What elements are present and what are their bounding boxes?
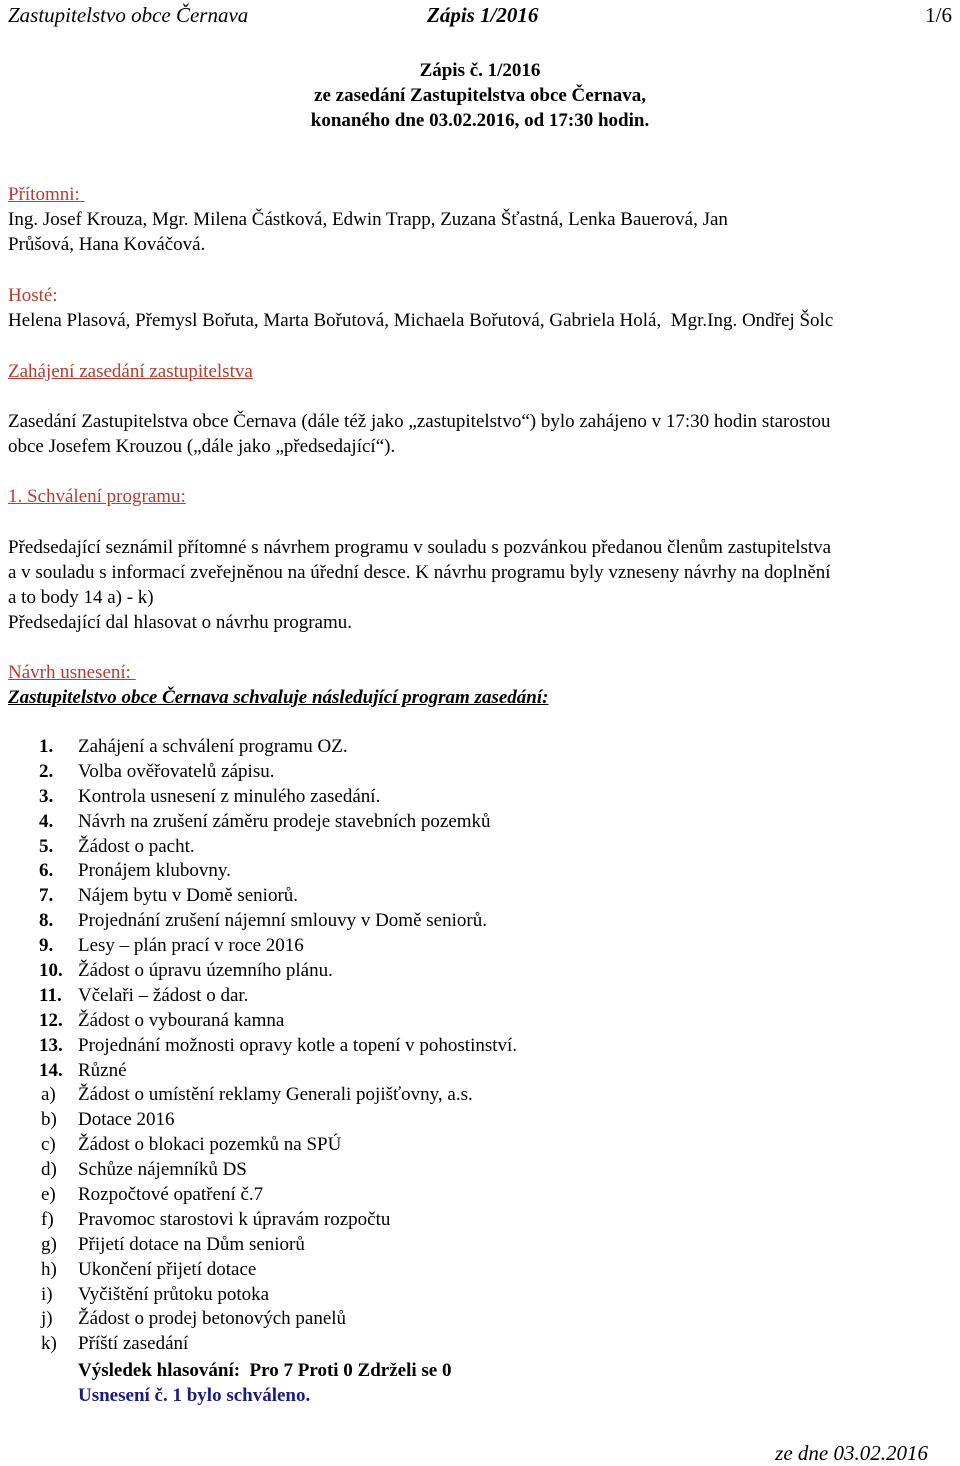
sub-item: e) Rozpočtové opatření č.7 bbox=[41, 1184, 264, 1206]
present-line-1: Ing. Josef Krouza, Mgr. Milena Částková, Edwin Trapp, Zuzana Šťastná, Lenka Bauerová, Jan bbox=[8, 209, 728, 230]
title-line-2: ze zasedání Zastupitelstva obce Černava, bbox=[314, 85, 646, 106]
sub-item: b) Dotace 2016 bbox=[41, 1109, 175, 1131]
list-item: 13. Projednání možnosti opravy kotle a topení v pohostinství. bbox=[39, 1034, 518, 1056]
resolution-status: Usnesení č. 1 bylo schváleno. bbox=[78, 1385, 311, 1406]
guests-text: Helena Plasová, Přemysl Bořuta, Marta Bořutová, Michaela Bořutová, Gabriela Holá, Mgr.Ing. Ondřej Šolc bbox=[8, 310, 834, 331]
opening-line-1: Zasedání Zastupitelstva obce Černava (dále též jako „zastupitelstvo“) bylo zahájeno v 17:30 hodin starostou bbox=[8, 411, 831, 432]
header-doc-title: Zápis 1/2016 bbox=[427, 3, 539, 27]
guests-section bbox=[8, 283, 958, 333]
sub-item: i) Vyčištění průtoku potoka bbox=[41, 1283, 270, 1305]
sub-item: a) Žádost o umístění reklamy Generali pojišťovny, a.s. bbox=[41, 1084, 473, 1106]
document-title bbox=[0, 58, 960, 133]
program-list bbox=[8, 734, 948, 1356]
list-item: 11. Včelaři – žádost o dar. bbox=[39, 984, 249, 1006]
list-item: 5. Žádost o pacht. bbox=[39, 835, 195, 857]
title-line-1: Zápis č. 1/2016 bbox=[419, 60, 541, 81]
list-item: 3. Kontrola usnesení z minulého zasedání. bbox=[39, 785, 381, 807]
list-item: 9. Lesy – plán prací v roce 2016 bbox=[39, 935, 304, 957]
list-item: 10. Žádost o úpravu územního plánu. bbox=[39, 960, 333, 982]
proposal-subheading: Zastupitelstvo obce Černava schvaluje následující program zasedání: bbox=[8, 687, 549, 708]
list-item: 7. Nájem bytu v Domě seniorů. bbox=[39, 885, 299, 907]
list-item: 2. Volba ověřovatelů zápisu. bbox=[39, 760, 275, 782]
sub-item: c) Žádost o blokaci pozemků na SPÚ bbox=[41, 1134, 342, 1156]
list-item: 14. Různé bbox=[39, 1059, 127, 1081]
footer-date: ze dne 03.02.2016 bbox=[775, 1441, 928, 1465]
list-item: 4. Návrh na zrušení záměru prodeje stavebních pozemků bbox=[39, 810, 491, 832]
sub-item: k) Příští zasedání bbox=[41, 1333, 189, 1355]
list-item: 6. Pronájem klubovny. bbox=[39, 860, 231, 882]
sub-item: h) Ukončení přijetí dotace bbox=[41, 1258, 257, 1280]
sub-item: f) Pravomoc starostovi k úpravám rozpočtu bbox=[41, 1208, 391, 1230]
list-item: 8. Projednání zrušení nájemní smlouvy v Domě seniorů. bbox=[39, 910, 487, 932]
list-item: 1. Zahájení a schválení programu OZ. bbox=[39, 736, 348, 757]
section1-line-1: Předsedající seznámil přítomné s návrhem programu v souladu s pozvánkou předanou členům zastupitelstva bbox=[8, 537, 832, 558]
section1-line-3: a to body 14 a) - k) bbox=[8, 587, 154, 608]
present-section bbox=[8, 182, 958, 257]
title-line-3: konaného dne 03.02.2016, od 17:30 hodin. bbox=[310, 110, 650, 131]
vote-result: Výsledek hlasování: Pro 7 Proti 0 Zdrželi se 0 bbox=[78, 1360, 452, 1381]
section1-line-4: Předsedající dal hlasovat o návrhu programu. bbox=[8, 612, 353, 633]
present-heading: Přítomni: bbox=[8, 184, 85, 205]
sub-item: d) Schůze nájemníků DS bbox=[41, 1159, 247, 1181]
section1-heading-wrap bbox=[8, 484, 958, 509]
page-header bbox=[8, 3, 952, 29]
guests-heading: Hosté: bbox=[8, 285, 58, 306]
section1-line-2: a v souladu s informací zveřejněnou na úřední desce. K návrhu programu byly vzneseny návrhy na doplnění bbox=[8, 562, 831, 583]
opening-heading: Zahájení zasedání zastupitelstva bbox=[8, 361, 253, 382]
header-page-number: 1/6 bbox=[925, 3, 952, 27]
proposal-heading: Návrh usnesení: bbox=[8, 662, 136, 683]
opening-section bbox=[8, 359, 958, 384]
header-municipality: Zastupitelstvo obce Černava bbox=[8, 3, 249, 27]
present-line-2: Průšová, Hana Kováčová. bbox=[8, 234, 206, 255]
opening-body bbox=[8, 409, 958, 459]
proposal-section bbox=[8, 660, 958, 710]
section1-body bbox=[8, 535, 958, 635]
opening-line-2: obce Josefem Krouzou („dále jako „předsedající“). bbox=[8, 436, 396, 457]
sub-item: j) Žádost o prodej betonových panelů bbox=[41, 1308, 347, 1330]
list-item: 12. Žádost o vybouraná kamna bbox=[39, 1009, 285, 1031]
section1-heading: 1. Schválení programu: bbox=[8, 486, 186, 507]
sub-item: g) Přijetí dotace na Dům seniorů bbox=[41, 1233, 305, 1255]
